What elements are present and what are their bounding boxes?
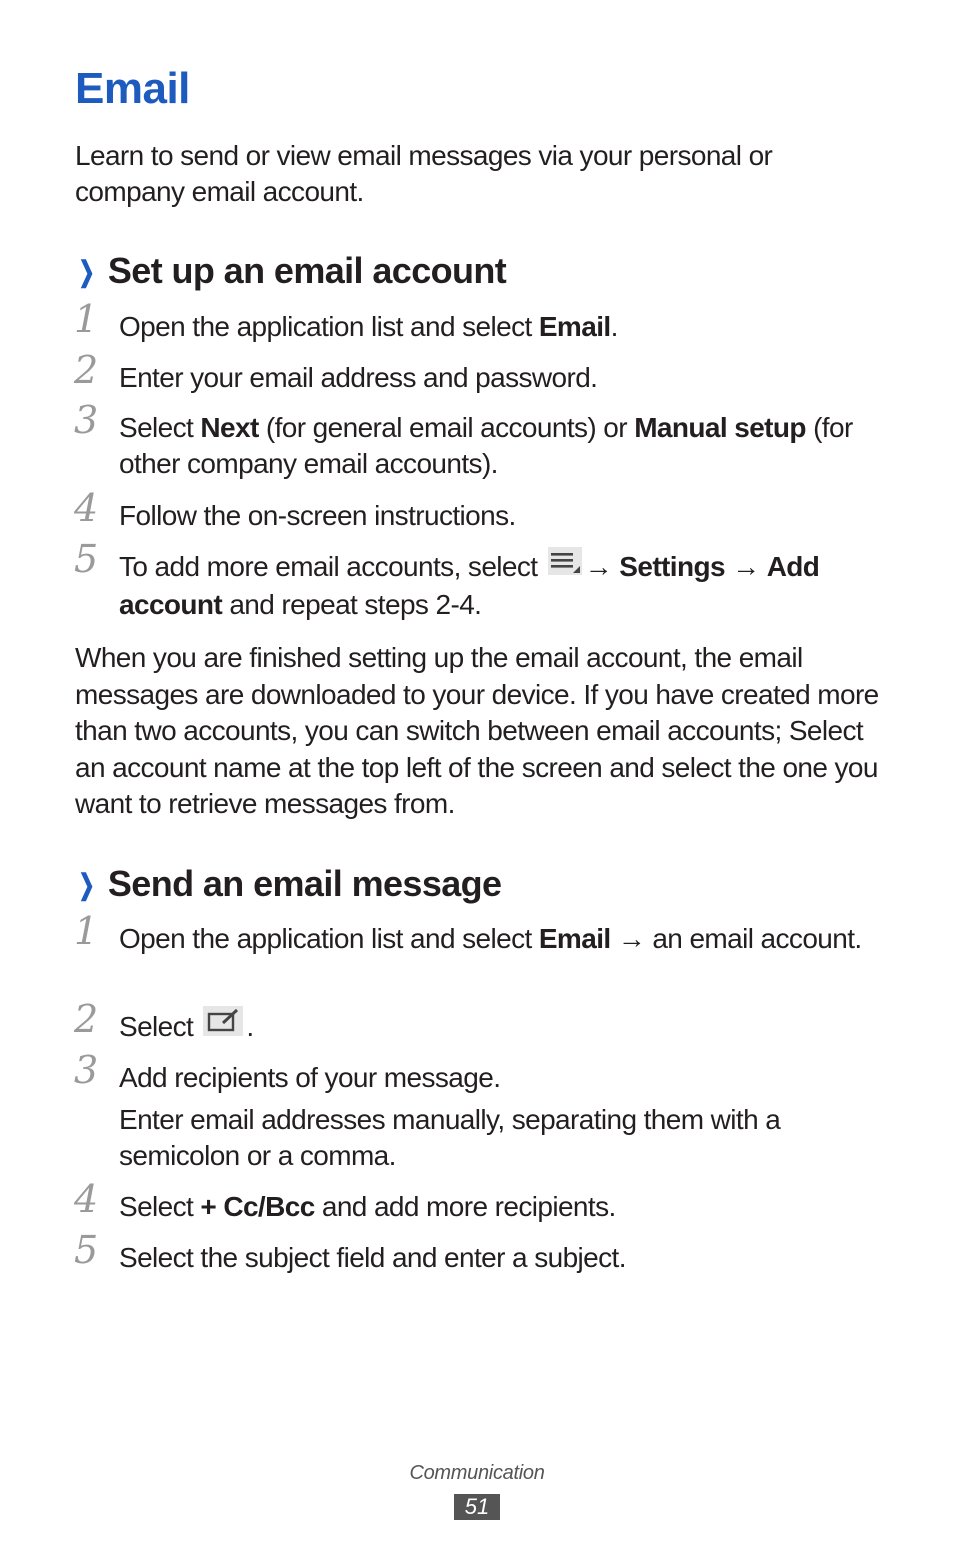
page-title: Email <box>75 64 190 113</box>
compose-icon <box>203 1006 243 1045</box>
step-number: 2 <box>74 348 99 392</box>
page-number: 51 <box>454 1494 500 1520</box>
chevron-right-icon: ❯ <box>78 868 95 900</box>
footer-section-label: Communication <box>409 1462 545 1484</box>
intro-text: Learn to send or view email messages via your personal or company email account. <box>75 140 773 207</box>
section-heading-setup-label: Set up an email account <box>107 250 507 291</box>
step-number: 1 <box>74 297 99 341</box>
step-number: 1 <box>74 909 99 953</box>
step-number: 4 <box>74 1177 99 1221</box>
section-heading-setup <box>75 250 506 292</box>
step-number: 5 <box>74 537 99 581</box>
step-number: 3 <box>74 1048 99 1092</box>
paragraph-accounts: When you are finished setting up the email account, the email messages are downloaded to your device. If you have created more than two accounts, you can switch between email accounts; Select an account name at the top left of the screen and select the one you want to retrieve messages from. <box>75 642 879 819</box>
step-number: 4 <box>74 486 99 530</box>
step-number: 5 <box>74 1228 99 1272</box>
menu-icon <box>548 547 582 584</box>
step-number: 3 <box>74 398 99 442</box>
section-heading-send-label: Send an email message <box>107 863 502 904</box>
step-number: 2 <box>74 997 99 1041</box>
section-heading-send <box>75 863 501 905</box>
chevron-right-icon: ❯ <box>78 255 95 287</box>
